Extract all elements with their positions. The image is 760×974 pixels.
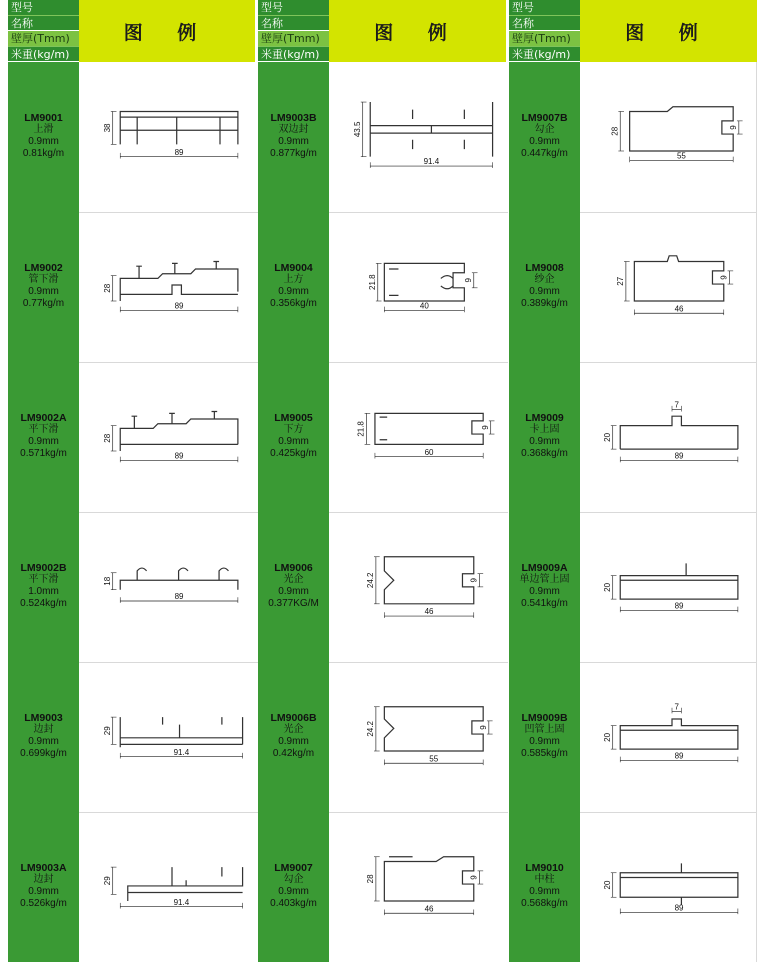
profile-name: 单边管上固 (519, 574, 570, 585)
profile-code: LM9008 (525, 262, 564, 274)
width-dimension: 40 (419, 301, 429, 311)
profile-diagram (92, 540, 252, 630)
profile-code: LM9003 (24, 712, 63, 724)
profile-code: LM9010 (525, 862, 564, 874)
catalog-sheet (8, 0, 757, 962)
profile-drawing (92, 540, 252, 630)
hook-dimension: 9 (469, 578, 479, 583)
top-dimension: 7 (674, 702, 679, 712)
profile-thickness: 0.9mm (278, 286, 309, 297)
profile-diagram (342, 540, 502, 630)
row-divider (79, 212, 258, 213)
profile-code: LM9005 (274, 412, 313, 424)
height-dimension: 29 (102, 876, 112, 886)
label-thickness: 壁厚(Tmm) (258, 31, 329, 46)
row-divider (79, 812, 258, 813)
profile-thickness: 0.9mm (529, 286, 560, 297)
height-dimension: 24.2 (366, 572, 376, 589)
profile-info (8, 862, 79, 910)
profile-info (8, 712, 79, 760)
width-dimension: 46 (674, 304, 684, 314)
width-dimension: 89 (174, 451, 184, 461)
label-name: 名称 (258, 15, 329, 30)
profile-code: LM9004 (274, 262, 313, 274)
profile-shape (384, 557, 473, 604)
profile-name: 上方 (283, 274, 304, 285)
profile-drawing (592, 240, 752, 330)
profile-thickness: 0.9mm (278, 886, 309, 897)
profile-diagram (92, 390, 252, 480)
profile-thickness: 0.9mm (529, 886, 560, 897)
profile-name: 光企 (283, 724, 304, 735)
profile-name: 光企 (283, 574, 304, 585)
width-dimension: 89 (674, 751, 684, 761)
label-model: 型号 (258, 0, 329, 15)
profile-shape (620, 416, 738, 449)
label-thickness: 壁厚(Tmm) (8, 31, 79, 46)
profile-shape (370, 102, 492, 157)
profile-name: 边封 (33, 724, 54, 735)
profile-code: LM9003A (20, 862, 67, 874)
width-dimension: 55 (676, 151, 686, 161)
profile-drawing (342, 90, 502, 180)
profile-weight: 0.526kg/m (20, 898, 67, 909)
profile-diagram (592, 840, 752, 930)
profile-weight: 0.42kg/m (272, 748, 315, 759)
height-dimension: 27 (616, 276, 626, 286)
profile-weight: 0.425kg/m (270, 448, 317, 459)
width-dimension: 89 (674, 451, 684, 461)
profile-diagram (342, 90, 502, 180)
profile-drawing (592, 840, 752, 930)
profile-code: LM9007 (274, 862, 313, 874)
profile-drawing (92, 390, 252, 480)
profile-drawing (342, 840, 502, 930)
profile-info (509, 412, 580, 460)
code-column-1 (8, 62, 79, 962)
profile-code: LM9001 (24, 112, 63, 124)
profile-diagram (342, 390, 502, 480)
profile-diagram (342, 840, 502, 930)
profile-drawing (92, 90, 252, 180)
row-divider (79, 362, 258, 363)
profile-name: 中柱 (534, 874, 555, 885)
profile-weight: 0.568kg/m (521, 898, 568, 909)
profile-shape (120, 111, 238, 144)
code-column-2 (258, 62, 329, 962)
width-dimension: 91.4 (173, 897, 190, 907)
profile-info (258, 712, 329, 760)
hook-dimension: 9 (463, 278, 473, 283)
height-dimension: 20 (602, 582, 612, 592)
profile-code: LM9009A (521, 562, 568, 574)
header-title-2: 图 例 (329, 0, 506, 62)
width-dimension: 60 (424, 447, 434, 457)
width-dimension: 89 (174, 592, 184, 602)
width-dimension: 46 (424, 904, 434, 914)
profile-name: 边封 (33, 874, 54, 885)
profile-shape (120, 568, 238, 590)
profile-shape (384, 857, 473, 901)
row-divider (580, 662, 757, 663)
label-weight: 米重(kg/m) (258, 46, 329, 61)
profile-info (509, 112, 580, 160)
height-dimension: 20 (602, 732, 612, 742)
height-dimension: 20 (602, 880, 612, 890)
profile-name: 卡上固 (529, 424, 560, 435)
profile-diagram (592, 240, 752, 330)
profile-weight: 0.377KG/M (268, 598, 319, 609)
profile-weight: 0.585kg/m (521, 748, 568, 759)
profile-name: 双边封 (278, 124, 309, 135)
profile-code: LM9002A (20, 412, 67, 424)
profile-weight: 0.877kg/m (270, 148, 317, 159)
profile-shape (630, 107, 734, 151)
profile-weight: 0.541kg/m (521, 598, 568, 609)
row-divider (580, 362, 757, 363)
profile-shape (128, 867, 243, 901)
profile-drawing (342, 690, 502, 780)
profile-info (8, 112, 79, 160)
profile-thickness: 0.9mm (28, 286, 59, 297)
profile-weight: 0.699kg/m (20, 748, 67, 759)
height-dimension: 28 (102, 433, 112, 443)
profile-thickness: 0.9mm (529, 136, 560, 147)
profile-diagram (592, 390, 752, 480)
profile-diagram (92, 840, 252, 930)
profile-weight: 0.81kg/m (22, 148, 65, 159)
profile-name: 管下滑 (28, 274, 59, 285)
label-weight: 米重(kg/m) (8, 46, 79, 61)
header-title-1: 图 例 (79, 0, 255, 62)
profile-info (509, 862, 580, 910)
profile-weight: 0.368kg/m (521, 448, 568, 459)
label-name: 名称 (509, 15, 580, 30)
row-divider (329, 362, 508, 363)
profile-thickness: 0.9mm (278, 736, 309, 747)
profile-shape (620, 719, 738, 749)
height-dimension: 43.5 (352, 121, 362, 138)
profile-thickness: 0.9mm (278, 436, 309, 447)
profile-drawing (92, 840, 252, 930)
profile-info (8, 262, 79, 310)
profile-weight: 0.524kg/m (20, 598, 67, 609)
label-thickness: 壁厚(Tmm) (509, 31, 580, 46)
profile-drawing (592, 90, 752, 180)
profile-shape (634, 256, 723, 301)
height-dimension: 28 (610, 126, 620, 136)
profile-thickness: 0.9mm (28, 886, 59, 897)
profile-info (8, 412, 79, 460)
profile-drawing (592, 540, 752, 630)
profile-name: 勾企 (534, 124, 555, 135)
profile-thickness: 0.9mm (28, 436, 59, 447)
width-dimension: 89 (674, 601, 684, 611)
profile-info (258, 562, 329, 610)
label-model: 型号 (8, 0, 79, 15)
width-dimension: 46 (424, 607, 434, 617)
profile-name: 凹管上固 (524, 724, 565, 735)
profile-name: 下方 (283, 424, 304, 435)
hook-dimension: 9 (729, 125, 738, 130)
profile-shape (620, 863, 738, 904)
width-dimension: 89 (174, 147, 184, 157)
profile-diagram (92, 690, 252, 780)
profile-thickness: 1.0mm (28, 586, 59, 597)
profile-code: LM9007B (521, 112, 568, 124)
profile-thickness: 0.9mm (28, 736, 59, 747)
profile-name: 平下滑 (28, 574, 59, 585)
profile-weight: 0.356kg/m (270, 298, 317, 309)
profile-drawing (592, 390, 752, 480)
height-dimension: 28 (102, 283, 112, 293)
height-dimension: 28 (366, 874, 376, 884)
width-dimension: 89 (174, 301, 184, 311)
profile-weight: 0.571kg/m (20, 448, 67, 459)
row-divider (79, 662, 258, 663)
row-divider (79, 512, 258, 513)
profile-weight: 0.447kg/m (521, 148, 568, 159)
profile-drawing (92, 240, 252, 330)
profile-info (509, 712, 580, 760)
header-labels-2 (258, 0, 329, 62)
profile-info (509, 262, 580, 310)
width-dimension: 89 (674, 903, 684, 913)
profile-diagram (342, 690, 502, 780)
hook-dimension: 9 (719, 275, 729, 280)
hook-dimension: 9 (479, 725, 488, 730)
profile-code: LM9006 (274, 562, 313, 574)
row-divider (329, 212, 508, 213)
profile-diagram (92, 90, 252, 180)
header-labels-3 (509, 0, 580, 62)
profile-code: LM9003B (270, 112, 317, 124)
label-name: 名称 (8, 15, 79, 30)
label-model: 型号 (509, 0, 580, 15)
profile-info (8, 562, 79, 610)
profile-info (258, 412, 329, 460)
row-divider (580, 512, 757, 513)
width-dimension: 91.4 (173, 747, 190, 757)
profile-drawing (342, 390, 502, 480)
profile-weight: 0.77kg/m (22, 298, 65, 309)
profile-weight: 0.403kg/m (270, 898, 317, 909)
row-divider (329, 812, 508, 813)
profile-diagram (592, 690, 752, 780)
row-divider (329, 662, 508, 663)
profile-thickness: 0.9mm (529, 436, 560, 447)
profile-name: 纱企 (534, 274, 555, 285)
profile-name: 勾企 (283, 874, 304, 885)
height-dimension: 21.8 (367, 274, 377, 290)
profile-shape (620, 563, 738, 599)
profile-diagram (592, 90, 752, 180)
width-dimension: 91.4 (423, 157, 440, 167)
profile-info (258, 262, 329, 310)
hook-dimension: 9 (469, 875, 479, 880)
profile-thickness: 0.9mm (529, 736, 560, 747)
profile-name: 平下滑 (28, 424, 59, 435)
profile-code: LM9009 (525, 412, 564, 424)
height-dimension: 24.2 (366, 721, 376, 737)
row-divider (580, 812, 757, 813)
profile-shape (120, 261, 238, 301)
height-dimension: 21.8 (356, 421, 366, 437)
code-column-3 (509, 62, 580, 962)
profile-thickness: 0.9mm (278, 586, 309, 597)
label-weight: 米重(kg/m) (509, 46, 580, 61)
profile-code: LM9006B (270, 712, 317, 724)
profile-drawing (342, 540, 502, 630)
profile-shape (120, 717, 242, 747)
profile-drawing (92, 690, 252, 780)
profile-shape (384, 263, 464, 301)
height-dimension: 18 (102, 576, 112, 586)
profile-info (509, 562, 580, 610)
profile-diagram (342, 240, 502, 330)
profile-info (258, 862, 329, 910)
height-dimension: 20 (602, 432, 612, 442)
row-divider (329, 512, 508, 513)
header-title-3: 图 例 (580, 0, 757, 62)
profile-shape (120, 411, 238, 451)
profile-shape (375, 413, 483, 444)
profile-thickness: 0.9mm (529, 586, 560, 597)
height-dimension: 38 (102, 123, 112, 133)
profile-diagram (92, 240, 252, 330)
width-dimension: 55 (429, 754, 439, 764)
top-dimension: 7 (674, 400, 679, 410)
profile-info (258, 112, 329, 160)
profile-weight: 0.389kg/m (521, 298, 568, 309)
profile-thickness: 0.9mm (28, 136, 59, 147)
profile-code: LM9002B (20, 562, 67, 574)
profile-shape (384, 707, 483, 751)
profile-code: LM9002 (24, 262, 63, 274)
header-labels-1 (8, 0, 79, 62)
profile-code: LM9009B (521, 712, 568, 724)
profile-diagram (592, 540, 752, 630)
height-dimension: 29 (102, 726, 112, 736)
profile-drawing (342, 240, 502, 330)
row-divider (580, 212, 757, 213)
profile-drawing (592, 690, 752, 780)
profile-name: 上滑 (33, 124, 54, 135)
hook-dimension: 9 (480, 425, 490, 430)
profile-thickness: 0.9mm (278, 136, 309, 147)
